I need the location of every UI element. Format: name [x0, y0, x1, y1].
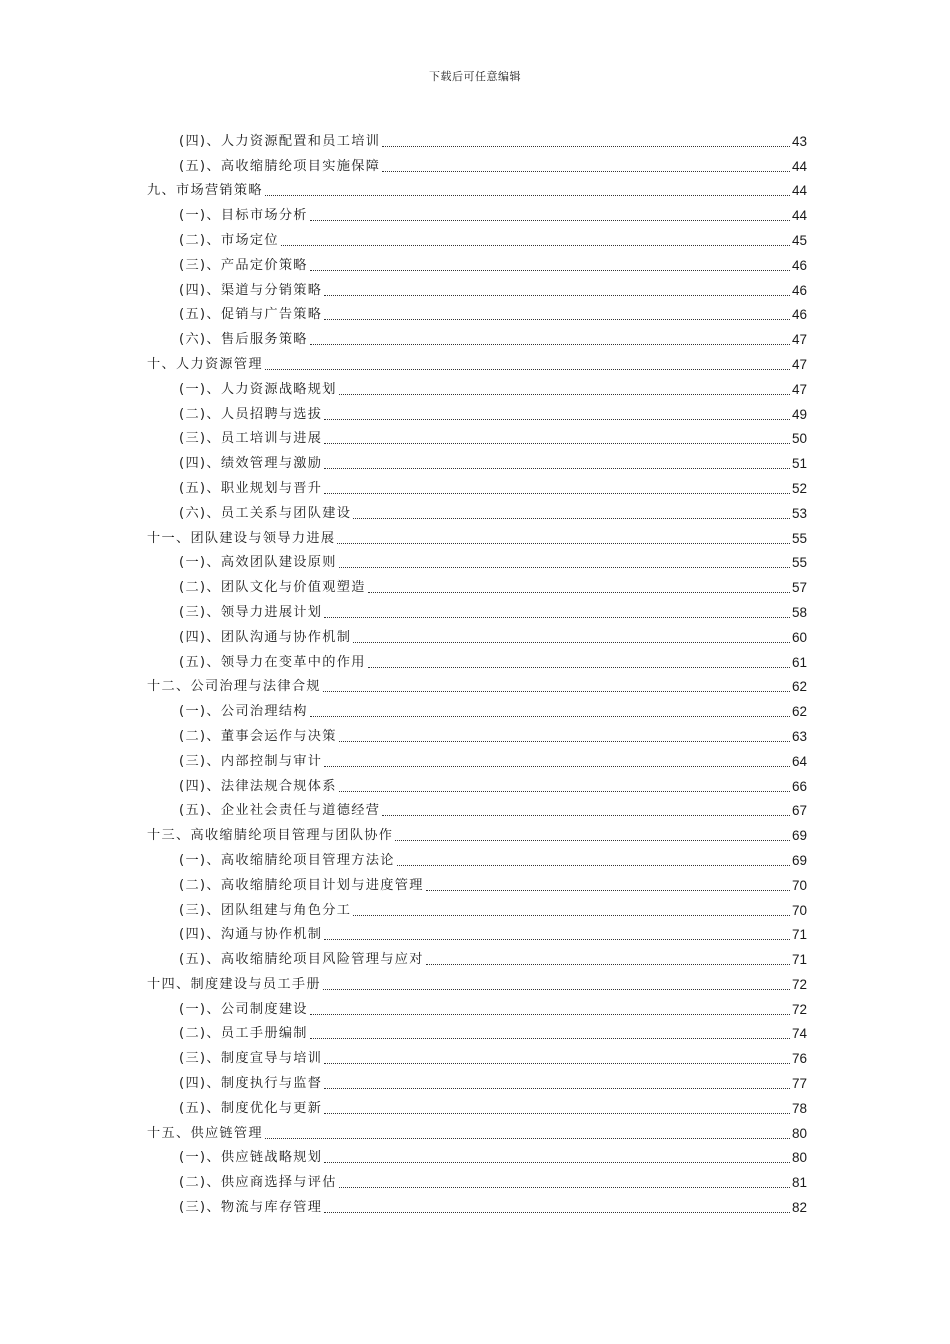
toc-section-entry[interactable]: [147, 1192, 807, 1217]
toc-page-number: 50: [791, 431, 807, 447]
toc-page-number: 72: [791, 976, 807, 992]
toc-dot-leader: [324, 1162, 790, 1163]
toc-page-number: 51: [791, 456, 807, 472]
toc-page-number: 69: [791, 828, 807, 844]
toc-dot-leader: [339, 791, 790, 792]
toc-section-entry[interactable]: [147, 721, 807, 746]
toc-section-entry[interactable]: [147, 994, 807, 1019]
toc-entry-title: (五)、职业规划与晋升: [179, 480, 323, 496]
toc-page-number: 57: [791, 580, 807, 596]
toc-page-number: 53: [791, 505, 807, 521]
toc-dot-leader: [324, 295, 790, 296]
toc-dot-leader: [324, 617, 790, 618]
toc-page-number: 77: [791, 1076, 807, 1092]
toc-entry-title: (二)、市场定位: [179, 232, 279, 248]
toc-page-number: 46: [791, 257, 807, 273]
toc-page-number: 43: [791, 133, 807, 149]
toc-entry-title: (二)、董事会运作与决策: [179, 728, 337, 744]
toc-page-number: 67: [791, 803, 807, 819]
toc-section-entry[interactable]: [147, 126, 807, 151]
toc-page-number: 82: [791, 1200, 807, 1216]
toc-section-entry[interactable]: [147, 771, 807, 796]
toc-entry-title: 十三、高收缩腈纶项目管理与团队协作: [147, 828, 394, 844]
toc-page-number: 60: [791, 629, 807, 645]
toc-dot-leader: [397, 865, 790, 866]
toc-section-entry[interactable]: [147, 498, 807, 523]
toc-section-entry[interactable]: [147, 151, 807, 176]
toc-dot-leader: [324, 1212, 790, 1213]
toc-page-number: 47: [791, 356, 807, 372]
toc-dot-leader: [353, 642, 790, 643]
toc-page-number: 71: [791, 952, 807, 968]
toc-page-number: 62: [791, 704, 807, 720]
toc-section-entry[interactable]: [147, 448, 807, 473]
toc-dot-leader: [324, 766, 790, 767]
toc-section-entry[interactable]: [147, 1068, 807, 1093]
toc-dot-leader: [265, 369, 790, 370]
toc-entry-title: (三)、物流与库存管理: [179, 1200, 323, 1216]
toc-page-number: 46: [791, 282, 807, 298]
toc-entry-title: 十、人力资源管理: [147, 356, 263, 372]
toc-chapter-entry[interactable]: [147, 820, 807, 845]
toc-section-entry[interactable]: [147, 1143, 807, 1168]
toc-page-number: 62: [791, 679, 807, 695]
toc-page-number: 80: [791, 1125, 807, 1141]
toc-section-entry[interactable]: [147, 746, 807, 771]
toc-section-entry[interactable]: [147, 572, 807, 597]
toc-page-number: 45: [791, 232, 807, 248]
toc-entry-title: (五)、企业社会责任与道德经营: [179, 803, 381, 819]
toc-page-number: 44: [791, 208, 807, 224]
toc-section-entry[interactable]: [147, 622, 807, 647]
toc-section-entry[interactable]: [147, 647, 807, 672]
toc-entry-title: (三)、制度宣导与培训: [179, 1051, 323, 1067]
toc-section-entry[interactable]: [147, 548, 807, 573]
toc-entry-title: (二)、高收缩腈纶项目计划与进度管理: [179, 877, 424, 893]
toc-section-entry[interactable]: [147, 225, 807, 250]
toc-dot-leader: [324, 319, 790, 320]
toc-entry-title: (一)、高收缩腈纶项目管理方法论: [179, 852, 395, 868]
toc-chapter-entry[interactable]: [147, 969, 807, 994]
toc-dot-leader: [324, 1063, 790, 1064]
toc-page-number: 74: [791, 1026, 807, 1042]
toc-entry-title: (二)、人员招聘与选拔: [179, 406, 323, 422]
toc-dot-leader: [324, 939, 790, 940]
toc-section-entry[interactable]: [147, 1043, 807, 1068]
toc-entry-title: 十一、团队建设与领导力进展: [147, 530, 336, 546]
toc-dot-leader: [310, 270, 790, 271]
toc-page-number: 70: [791, 877, 807, 893]
toc-entry-title: 十二、公司治理与法律合规: [147, 679, 321, 695]
toc-section-entry[interactable]: [147, 324, 807, 349]
toc-entry-title: (二)、供应商选择与评估: [179, 1175, 337, 1191]
toc-section-entry[interactable]: [147, 796, 807, 821]
toc-page-number: 61: [791, 654, 807, 670]
toc-section-entry[interactable]: [147, 275, 807, 300]
toc-section-entry[interactable]: [147, 374, 807, 399]
toc-entry-title: (一)、公司治理结构: [179, 704, 308, 720]
toc-section-entry[interactable]: [147, 473, 807, 498]
toc-section-entry[interactable]: [147, 870, 807, 895]
toc-dot-leader: [324, 493, 790, 494]
toc-entry-title: (三)、领导力进展计划: [179, 604, 323, 620]
toc-section-entry[interactable]: [147, 1093, 807, 1118]
toc-page-number: 76: [791, 1051, 807, 1067]
toc-dot-leader: [382, 146, 790, 147]
toc-page-number: 72: [791, 1001, 807, 1017]
toc-dot-leader: [339, 567, 790, 568]
toc-entry-title: (三)、团队组建与角色分工: [179, 902, 352, 918]
toc-dot-leader: [368, 667, 790, 668]
toc-entry-title: (四)、制度执行与监督: [179, 1076, 323, 1092]
toc-page-number: 63: [791, 728, 807, 744]
toc-entry-title: (一)、人力资源战略规划: [179, 381, 337, 397]
toc-dot-leader: [324, 468, 790, 469]
toc-dot-leader: [265, 1138, 790, 1139]
toc-section-entry[interactable]: [147, 1019, 807, 1044]
toc-entry-title: (五)、领导力在变革中的作用: [179, 654, 366, 670]
toc-section-entry[interactable]: [147, 200, 807, 225]
toc-page-number: 55: [791, 555, 807, 571]
toc-entry-title: (三)、员工培训与进展: [179, 431, 323, 447]
toc-page-number: 80: [791, 1150, 807, 1166]
toc-dot-leader: [339, 1187, 790, 1188]
toc-dot-leader: [310, 716, 790, 717]
toc-entry-title: 九、市场营销策略: [147, 183, 263, 199]
toc-page-number: 78: [791, 1100, 807, 1116]
toc-section-entry[interactable]: [147, 944, 807, 969]
toc-section-entry[interactable]: [147, 399, 807, 424]
toc-entry-title: (四)、法律法规合规体系: [179, 778, 337, 794]
toc-entry-title: 十五、供应链管理: [147, 1125, 263, 1141]
toc-dot-leader: [265, 195, 790, 196]
toc-page-number: 70: [791, 902, 807, 918]
toc-dot-leader: [339, 741, 790, 742]
toc-chapter-entry[interactable]: [147, 349, 807, 374]
toc-dot-leader: [324, 419, 790, 420]
toc-entry-title: (五)、高收缩腈纶项目风险管理与应对: [179, 952, 424, 968]
toc-dot-leader: [382, 171, 790, 172]
toc-dot-leader: [281, 245, 790, 246]
toc-entry-title: (四)、渠道与分销策略: [179, 282, 323, 298]
toc-section-entry[interactable]: [147, 1167, 807, 1192]
toc-chapter-entry[interactable]: [147, 523, 807, 548]
toc-entry-title: (五)、制度优化与更新: [179, 1100, 323, 1116]
toc-dot-leader: [310, 1038, 790, 1039]
toc-page-number: 52: [791, 480, 807, 496]
toc-dot-leader: [324, 1113, 790, 1114]
toc-dot-leader: [337, 543, 790, 544]
toc-dot-leader: [310, 220, 790, 221]
toc-dot-leader: [323, 691, 790, 692]
toc-entry-title: (一)、目标市场分析: [179, 208, 308, 224]
toc-section-entry[interactable]: [147, 895, 807, 920]
toc-page-number: 47: [791, 381, 807, 397]
toc-entry-title: (四)、人力资源配置和员工培训: [179, 133, 381, 149]
toc-chapter-entry[interactable]: [147, 672, 807, 697]
toc-page-number: 44: [791, 158, 807, 174]
toc-entry-title: (四)、沟通与协作机制: [179, 927, 323, 943]
toc-dot-leader: [324, 443, 790, 444]
toc-entry-title: (二)、员工手册编制: [179, 1026, 308, 1042]
toc-page-number: 64: [791, 753, 807, 769]
toc-section-entry[interactable]: [147, 696, 807, 721]
toc-entry-title: 十四、制度建设与员工手册: [147, 976, 321, 992]
toc-dot-leader: [426, 890, 790, 891]
toc-entry-title: (一)、公司制度建设: [179, 1001, 308, 1017]
toc-dot-leader: [310, 1014, 790, 1015]
toc-page-number: 69: [791, 852, 807, 868]
toc-entry-title: (三)、内部控制与审计: [179, 753, 323, 769]
toc-chapter-entry[interactable]: [147, 1118, 807, 1143]
toc-chapter-entry[interactable]: [147, 176, 807, 201]
toc-dot-leader: [339, 394, 790, 395]
toc-entry-title: (四)、团队沟通与协作机制: [179, 629, 352, 645]
toc-section-entry[interactable]: [147, 845, 807, 870]
toc-dot-leader: [323, 989, 790, 990]
toc-section-entry[interactable]: [147, 920, 807, 945]
toc-page-number: 58: [791, 604, 807, 620]
toc-entry-title: (一)、供应链战略规划: [179, 1150, 323, 1166]
toc-page-number: 44: [791, 183, 807, 199]
toc-entry-title: (五)、促销与广告策略: [179, 307, 323, 323]
toc-dot-leader: [353, 915, 790, 916]
toc-entry-title: (一)、高效团队建设原则: [179, 555, 337, 571]
toc-entry-title: (二)、团队文化与价值观塑造: [179, 580, 366, 596]
toc-page-number: 71: [791, 927, 807, 943]
toc-section-entry[interactable]: [147, 250, 807, 275]
toc-dot-leader: [368, 592, 790, 593]
toc-page-number: 46: [791, 307, 807, 323]
toc-dot-leader: [324, 1088, 790, 1089]
toc-section-entry[interactable]: [147, 300, 807, 325]
toc-entry-title: (四)、绩效管理与激励: [179, 456, 323, 472]
toc-dot-leader: [395, 840, 790, 841]
toc-entry-title: (三)、产品定价策略: [179, 257, 308, 273]
toc-page-number: 49: [791, 406, 807, 422]
toc-page-number: 81: [791, 1175, 807, 1191]
toc-entry-title: (六)、员工关系与团队建设: [179, 505, 352, 521]
toc-dot-leader: [382, 815, 790, 816]
toc-section-entry[interactable]: [147, 597, 807, 622]
toc-dot-leader: [310, 344, 790, 345]
toc-dot-leader: [353, 518, 790, 519]
toc-page-number: 55: [791, 530, 807, 546]
table-of-contents: [147, 126, 807, 1217]
toc-section-entry[interactable]: [147, 424, 807, 449]
toc-entry-title: (六)、售后服务策略: [179, 332, 308, 348]
page-header: 下载后可任意编辑: [429, 70, 521, 83]
toc-page-number: 66: [791, 778, 807, 794]
toc-page-number: 47: [791, 332, 807, 348]
toc-dot-leader: [426, 964, 790, 965]
toc-entry-title: (五)、高收缩腈纶项目实施保障: [179, 158, 381, 174]
